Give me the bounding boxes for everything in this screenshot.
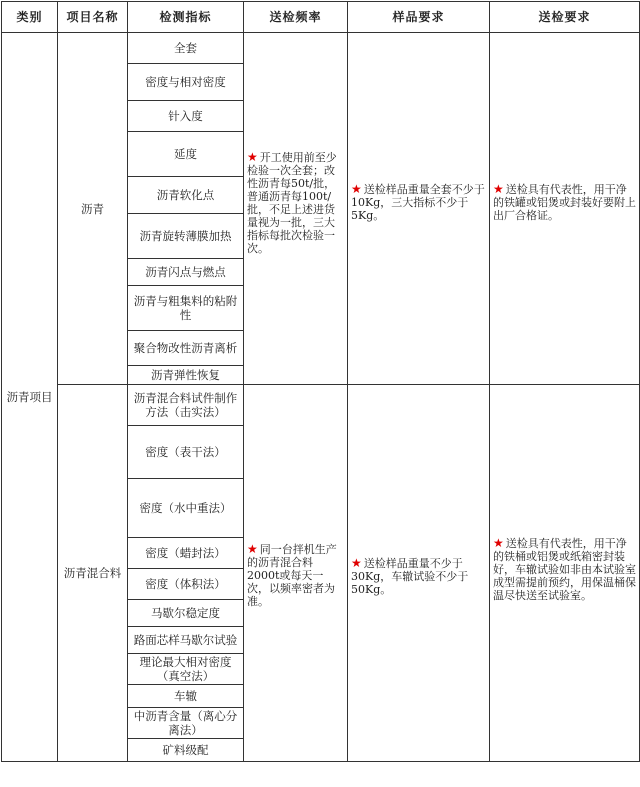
category-cell: 沥青项目 [2,33,58,762]
sample-cell-mixture: ★ 送检样品重量不少于30Kg，车辙试验不少于50Kg。 [348,385,490,762]
star-icon: ★ [493,182,504,196]
indicator-cell: 密度（蜡封法） [128,538,244,569]
header-category: 类别 [2,2,58,33]
indicator-cell: 密度与相对密度 [128,64,244,101]
star-icon: ★ [247,150,258,164]
group-name-asphalt: 沥青 [58,33,128,385]
indicator-cell: 针入度 [128,101,244,132]
indicator-cell: 沥青混合料试件制作方法（击实法） [128,385,244,426]
test-requirements-table [1,1,640,762]
frequency-cell-asphalt: ★ 开工使用前至少检验一次全套；改性沥青每50t/批，普通沥青每100t/批，不足上述进货量视为一批，三大指标每批次检验一次。 [244,33,348,385]
indicator-cell: 沥青弹性恢复 [128,366,244,385]
header-indicator: 检测指标 [128,2,244,33]
star-icon: ★ [351,182,362,196]
indicator-cell: 沥青与粗集料的粘附性 [128,286,244,331]
header-row [2,2,640,33]
indicator-cell: 密度（水中重法） [128,479,244,538]
table-row [2,385,640,426]
indicator-cell: 密度（表干法） [128,426,244,479]
group-name-mixture: 沥青混合料 [58,385,128,762]
indicator-cell: 路面芯样马歇尔试验 [128,627,244,654]
header-item-name: 项目名称 [58,2,128,33]
star-icon: ★ [247,542,258,556]
indicator-cell: 沥青旋转薄膜加热 [128,214,244,259]
header-frequency: 送检频率 [244,2,348,33]
star-icon: ★ [493,536,504,550]
header-requirement: 送检要求 [490,2,640,33]
indicator-cell: 沥青软化点 [128,177,244,214]
indicator-cell: 矿料级配 [128,739,244,762]
indicator-cell: 车辙 [128,685,244,708]
indicator-cell: 马歇尔稳定度 [128,600,244,627]
requirement-cell-mixture: ★ 送检具有代表性，用干净的铁桶或铝煲或纸箱密封装好，车辙试验如非由本试验室成型需提前预约，用保温桶保温尽快送至试验室。 [490,385,640,762]
indicator-cell: 沥青闪点与燃点 [128,259,244,286]
table-row [2,33,640,64]
indicator-cell: 全套 [128,33,244,64]
frequency-cell-mixture: ★ 同一台拌机生产的沥青混合料2000t或每天一次，以频率密者为准。 [244,385,348,762]
sample-cell-asphalt: ★ 送检样品重量全套不少于10Kg，三大指标不少于5Kg。 [348,33,490,385]
requirement-cell-asphalt: ★ 送检具有代表性，用干净的铁罐或铝煲或封装好要附上出厂合格证。 [490,33,640,385]
indicator-cell: 理论最大相对密度（真空法） [128,654,244,685]
header-sample: 样品要求 [348,2,490,33]
indicator-cell: 聚合物改性沥青离析 [128,331,244,366]
indicator-cell: 密度（体积法） [128,569,244,600]
indicator-cell: 延度 [128,132,244,177]
star-icon: ★ [351,556,362,570]
indicator-cell: 中沥青含量（离心分离法） [128,708,244,739]
